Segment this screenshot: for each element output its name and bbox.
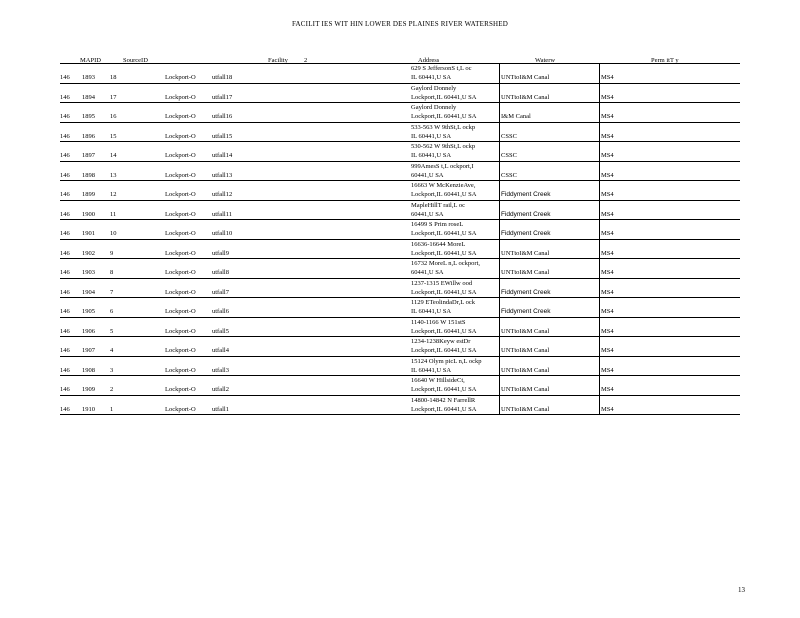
cell-mapid: 1909 xyxy=(82,386,95,393)
cell-mapid: 1898 xyxy=(82,171,95,179)
table-row xyxy=(60,337,740,357)
cell-mapid: 1894 xyxy=(82,93,95,101)
cell-num: 146 xyxy=(60,288,70,296)
column-divider xyxy=(499,279,500,298)
column-divider xyxy=(599,318,600,337)
cell-name: Lockport-O xyxy=(165,93,196,101)
column-divider xyxy=(499,318,500,337)
cell-address-line2: IL 60441,U SA xyxy=(411,132,452,140)
cell-num: 146 xyxy=(60,152,70,159)
cell-waterway: UNTtoI&M Canal xyxy=(501,249,550,257)
cell-srcid: 17 xyxy=(110,93,117,101)
cell-permit-type: MS4 xyxy=(601,347,614,354)
cell-permit-type: MS4 xyxy=(601,249,614,257)
cell-permit-type: MS4 xyxy=(601,269,614,276)
cell-mapid: 1907 xyxy=(82,347,95,354)
page-title: FACILIT IES WIT HIN LOWER DES PLAINES RIVER WATERSHED xyxy=(291,20,509,28)
column-divider xyxy=(599,357,600,376)
cell-mapid: 1910 xyxy=(82,405,95,413)
header-address: Address xyxy=(418,57,440,64)
cell-outfall: utfall16 xyxy=(212,113,233,120)
cell-srcid: 9 xyxy=(110,249,114,257)
cell-waterway: CSSC xyxy=(501,171,517,179)
header-sourceid: SourceID xyxy=(123,57,148,64)
cell-permit-type: MS4 xyxy=(601,230,614,237)
column-divider xyxy=(599,162,600,181)
table-row xyxy=(60,220,740,240)
cell-permit-type: MS4 xyxy=(601,191,614,198)
cell-waterway: UNTtoI&M Canal xyxy=(501,74,550,81)
cell-outfall: utfall7 xyxy=(212,288,229,296)
cell-waterway: UNTtoI&M Canal xyxy=(501,347,550,354)
cell-address-line1: 1234-1238Keyw estDr xyxy=(411,338,471,345)
cell-num: 146 xyxy=(60,230,70,237)
cell-waterway: CSSC xyxy=(501,132,517,140)
header-facility: Facility xyxy=(268,57,288,64)
column-divider xyxy=(599,84,600,103)
cell-srcid: 4 xyxy=(110,347,114,354)
cell-outfall: utfall2 xyxy=(212,386,229,393)
cell-mapid: 1904 xyxy=(82,288,95,296)
column-divider xyxy=(599,240,600,259)
cell-name: Lockport-O xyxy=(165,191,196,198)
cell-num: 146 xyxy=(60,249,70,257)
cell-mapid: 1901 xyxy=(82,230,95,237)
column-divider xyxy=(499,396,500,415)
cell-outfall: utfall10 xyxy=(212,230,233,237)
cell-num: 146 xyxy=(60,327,70,335)
cell-mapid: 1900 xyxy=(82,210,95,218)
cell-outfall: utfall6 xyxy=(212,308,229,315)
cell-srcid: 6 xyxy=(110,308,114,315)
cell-name: Lockport-O xyxy=(165,132,196,140)
cell-waterway: CSSC xyxy=(501,152,517,159)
cell-num: 146 xyxy=(60,366,70,374)
cell-address-line1: 530-562 W 9thSt,L ockp xyxy=(411,143,476,150)
table-row xyxy=(60,103,740,123)
table-row xyxy=(60,376,740,396)
cell-num: 146 xyxy=(60,74,70,81)
header-permit-type: Perm itT y xyxy=(651,57,679,64)
table-row xyxy=(60,84,740,104)
cell-permit-type: MS4 xyxy=(601,210,614,218)
cell-permit-type: MS4 xyxy=(601,386,614,393)
cell-name: Lockport-O xyxy=(165,210,196,218)
cell-permit-type: MS4 xyxy=(601,93,614,101)
cell-address-line2: Lockport,IL 60441,U SA xyxy=(411,113,477,120)
cell-waterway: Fiddyment Creek xyxy=(501,210,551,218)
cell-name: Lockport-O xyxy=(165,171,196,179)
column-divider xyxy=(499,298,500,317)
cell-name: Lockport-O xyxy=(165,249,196,257)
column-divider xyxy=(499,123,500,142)
header-facility-num: 2 xyxy=(304,57,308,64)
column-divider xyxy=(599,259,600,278)
cell-name: Lockport-O xyxy=(165,308,196,315)
cell-address-line2: Lockport,IL 60441,U SA xyxy=(411,288,477,296)
cell-srcid: 3 xyxy=(110,366,114,374)
cell-srcid: 16 xyxy=(110,113,117,120)
cell-num: 146 xyxy=(60,347,70,354)
table-row xyxy=(60,357,740,377)
cell-permit-type: MS4 xyxy=(601,308,614,315)
header-waterway: Waterw xyxy=(535,57,556,64)
cell-outfall: utfall3 xyxy=(212,366,229,374)
column-divider xyxy=(499,240,500,259)
cell-outfall: utfall17 xyxy=(212,93,233,101)
column-divider xyxy=(599,298,600,317)
cell-permit-type: MS4 xyxy=(601,327,614,335)
cell-name: Lockport-O xyxy=(165,327,196,335)
cell-name: Lockport-O xyxy=(165,74,196,81)
table-row xyxy=(60,162,740,182)
cell-num: 146 xyxy=(60,386,70,393)
column-divider xyxy=(599,279,600,298)
column-divider xyxy=(499,220,500,239)
cell-address-line1: 15124 Olym picL n,L ockp xyxy=(411,357,482,365)
cell-num: 146 xyxy=(60,191,70,198)
cell-num: 146 xyxy=(60,308,70,315)
cell-srcid: 5 xyxy=(110,327,114,335)
column-divider xyxy=(499,84,500,103)
cell-address-line2: Lockport,IL 60441,U SA xyxy=(411,386,477,393)
column-divider xyxy=(499,376,500,395)
table-row xyxy=(60,318,740,338)
cell-num: 146 xyxy=(60,405,70,413)
column-divider xyxy=(499,357,500,376)
cell-permit-type: MS4 xyxy=(601,132,614,140)
cell-srcid: 12 xyxy=(110,191,117,198)
cell-outfall: utfall14 xyxy=(212,152,233,159)
cell-address-line2: Lockport,IL 60441,U SA xyxy=(411,191,477,198)
cell-address-line1: MapleHillT rail,L oc xyxy=(411,201,465,209)
cell-permit-type: MS4 xyxy=(601,152,614,159)
column-divider xyxy=(599,181,600,200)
cell-address-line1: 14800-14842 N FarrellR xyxy=(411,396,476,404)
cell-address-line2: Lockport,IL 60441,U SA xyxy=(411,93,477,101)
cell-name: Lockport-O xyxy=(165,366,196,374)
cell-address-line1: 16499 S Prim roseL xyxy=(411,221,464,228)
column-divider xyxy=(599,64,600,83)
cell-num: 146 xyxy=(60,210,70,218)
cell-name: Lockport-O xyxy=(165,347,196,354)
cell-mapid: 1906 xyxy=(82,327,95,335)
table-row xyxy=(60,123,740,143)
cell-mapid: 1903 xyxy=(82,269,95,276)
facilities-table xyxy=(60,63,740,415)
table-row xyxy=(60,279,740,299)
cell-permit-type: MS4 xyxy=(601,405,614,413)
cell-mapid: 1899 xyxy=(82,191,95,198)
table-row xyxy=(60,396,740,416)
cell-outfall: utfall9 xyxy=(212,249,229,257)
cell-num: 146 xyxy=(60,269,70,276)
cell-waterway: UNTtoI&M Canal xyxy=(501,405,550,413)
column-divider xyxy=(599,396,600,415)
cell-address-line2: Lockport,IL 60441,U SA xyxy=(411,347,477,354)
column-divider xyxy=(599,142,600,161)
cell-name: Lockport-O xyxy=(165,288,196,296)
cell-num: 146 xyxy=(60,93,70,101)
cell-mapid: 1902 xyxy=(82,249,95,257)
column-divider xyxy=(499,64,500,83)
cell-address-line2: Lockport,IL 60441,U SA xyxy=(411,230,477,237)
table-row xyxy=(60,142,740,162)
cell-srcid: 10 xyxy=(110,230,117,237)
cell-address-line1: 999AmesS t,L ockport,I xyxy=(411,162,474,170)
cell-mapid: 1895 xyxy=(82,113,95,120)
cell-address-line2: IL 60441,U SA xyxy=(411,366,452,374)
cell-address-line2: Lockport,IL 60441,U SA xyxy=(411,249,477,257)
cell-name: Lockport-O xyxy=(165,152,196,159)
cell-mapid: 1896 xyxy=(82,132,95,140)
cell-srcid: 7 xyxy=(110,288,114,296)
cell-num: 146 xyxy=(60,171,70,179)
cell-address-line1: 1237-1315 EWillw ood xyxy=(411,279,473,287)
cell-address-line2: Lockport,IL 60441,U SA xyxy=(411,327,477,335)
header-mapid: MAPID xyxy=(80,57,101,64)
cell-outfall: utfall5 xyxy=(212,327,229,335)
cell-address-line1: 1140-1166 W 151stS xyxy=(411,318,466,326)
cell-waterway: I&M Canal xyxy=(501,113,531,120)
table-row xyxy=(60,259,740,279)
cell-waterway: UNTtoI&M Canal xyxy=(501,327,550,335)
cell-num: 146 xyxy=(60,132,70,140)
cell-address-line2: IL 60441,U SA xyxy=(411,74,452,81)
cell-mapid: 1893 xyxy=(82,74,95,81)
cell-waterway: Fiddyment Creek xyxy=(501,191,551,198)
column-divider xyxy=(499,142,500,161)
cell-permit-type: MS4 xyxy=(601,113,614,120)
cell-name: Lockport-O xyxy=(165,405,196,413)
column-divider xyxy=(599,201,600,220)
cell-permit-type: MS4 xyxy=(601,366,614,374)
cell-address-line1: 16732 MoreL n,L ockport, xyxy=(411,260,481,267)
page-number: 13 xyxy=(738,586,745,594)
cell-mapid: 1897 xyxy=(82,152,95,159)
cell-num: 146 xyxy=(60,113,70,120)
cell-waterway: UNTtoI&M Canal xyxy=(501,386,550,393)
column-divider xyxy=(499,162,500,181)
cell-srcid: 15 xyxy=(110,132,117,140)
cell-srcid: 8 xyxy=(110,269,114,276)
table-row xyxy=(60,298,740,318)
cell-outfall: utfall13 xyxy=(212,171,233,179)
cell-srcid: 13 xyxy=(110,171,117,179)
cell-waterway: Fiddyment Creek xyxy=(501,288,551,296)
cell-name: Lockport-O xyxy=(165,386,196,393)
cell-address-line2: 60441,U SA xyxy=(411,210,444,218)
cell-name: Lockport-O xyxy=(165,113,196,120)
column-divider xyxy=(499,103,500,122)
cell-address-line1: 16640 W HillsideCt, xyxy=(411,377,465,384)
cell-name: Lockport-O xyxy=(165,269,196,276)
cell-srcid: 14 xyxy=(110,152,117,159)
cell-name: Lockport-O xyxy=(165,230,196,237)
cell-address-line1: 16663 W McKenzieAve, xyxy=(411,182,476,189)
table-row xyxy=(60,63,740,84)
cell-srcid: 1 xyxy=(110,405,114,413)
cell-address-line1: 16636-16644 MoreL xyxy=(411,240,466,248)
column-divider xyxy=(599,220,600,239)
cell-address-line2: 60441,U SA xyxy=(411,171,444,179)
cell-mapid: 1908 xyxy=(82,366,95,374)
cell-waterway: UNTtoI&M Canal xyxy=(501,269,550,276)
column-divider xyxy=(599,123,600,142)
cell-outfall: utfall12 xyxy=(212,191,233,198)
cell-srcid: 18 xyxy=(110,74,117,81)
cell-waterway: UNTtoI&M Canal xyxy=(501,93,550,101)
cell-outfall: utfall1 xyxy=(212,405,229,413)
cell-address-line2: Lockport,IL 60441,U SA xyxy=(411,405,477,413)
cell-outfall: utfall11 xyxy=(212,210,232,218)
column-divider xyxy=(499,337,500,356)
cell-outfall: utfall8 xyxy=(212,269,229,276)
column-divider xyxy=(599,337,600,356)
cell-outfall: utfall4 xyxy=(212,347,229,354)
cell-address-line1: 629 S JeffersonS t,L oc xyxy=(411,65,472,72)
cell-permit-type: MS4 xyxy=(601,171,614,179)
column-divider xyxy=(499,259,500,278)
cell-address-line1: 533-563 W 9thSt,L ockp xyxy=(411,123,476,131)
table-row xyxy=(60,240,740,260)
cell-address-line2: 60441,U SA xyxy=(411,269,444,276)
column-divider xyxy=(599,103,600,122)
cell-waterway: UNTtoI&M Canal xyxy=(501,366,550,374)
column-divider xyxy=(599,376,600,395)
cell-permit-type: MS4 xyxy=(601,288,614,296)
cell-address-line2: IL 60441,U SA xyxy=(411,308,452,315)
cell-address-line1: Gaylord Donnely xyxy=(411,104,457,111)
cell-address-line1: Gaylord Donnely xyxy=(411,84,457,92)
cell-srcid: 11 xyxy=(110,210,117,218)
column-divider xyxy=(499,201,500,220)
cell-permit-type: MS4 xyxy=(601,74,614,81)
cell-waterway: Fiddyment Creek xyxy=(501,308,551,315)
cell-waterway: Fiddyment Creek xyxy=(501,230,551,237)
cell-srcid: 2 xyxy=(110,386,114,393)
cell-mapid: 1905 xyxy=(82,308,95,315)
column-divider xyxy=(499,181,500,200)
cell-outfall: utfall18 xyxy=(212,74,233,81)
table-row xyxy=(60,201,740,221)
table-row xyxy=(60,181,740,201)
cell-outfall: utfall15 xyxy=(212,132,233,140)
cell-address-line1: 1129 ETeolindaDr,L ock xyxy=(411,299,475,306)
cell-address-line2: IL 60441,U SA xyxy=(411,152,452,159)
